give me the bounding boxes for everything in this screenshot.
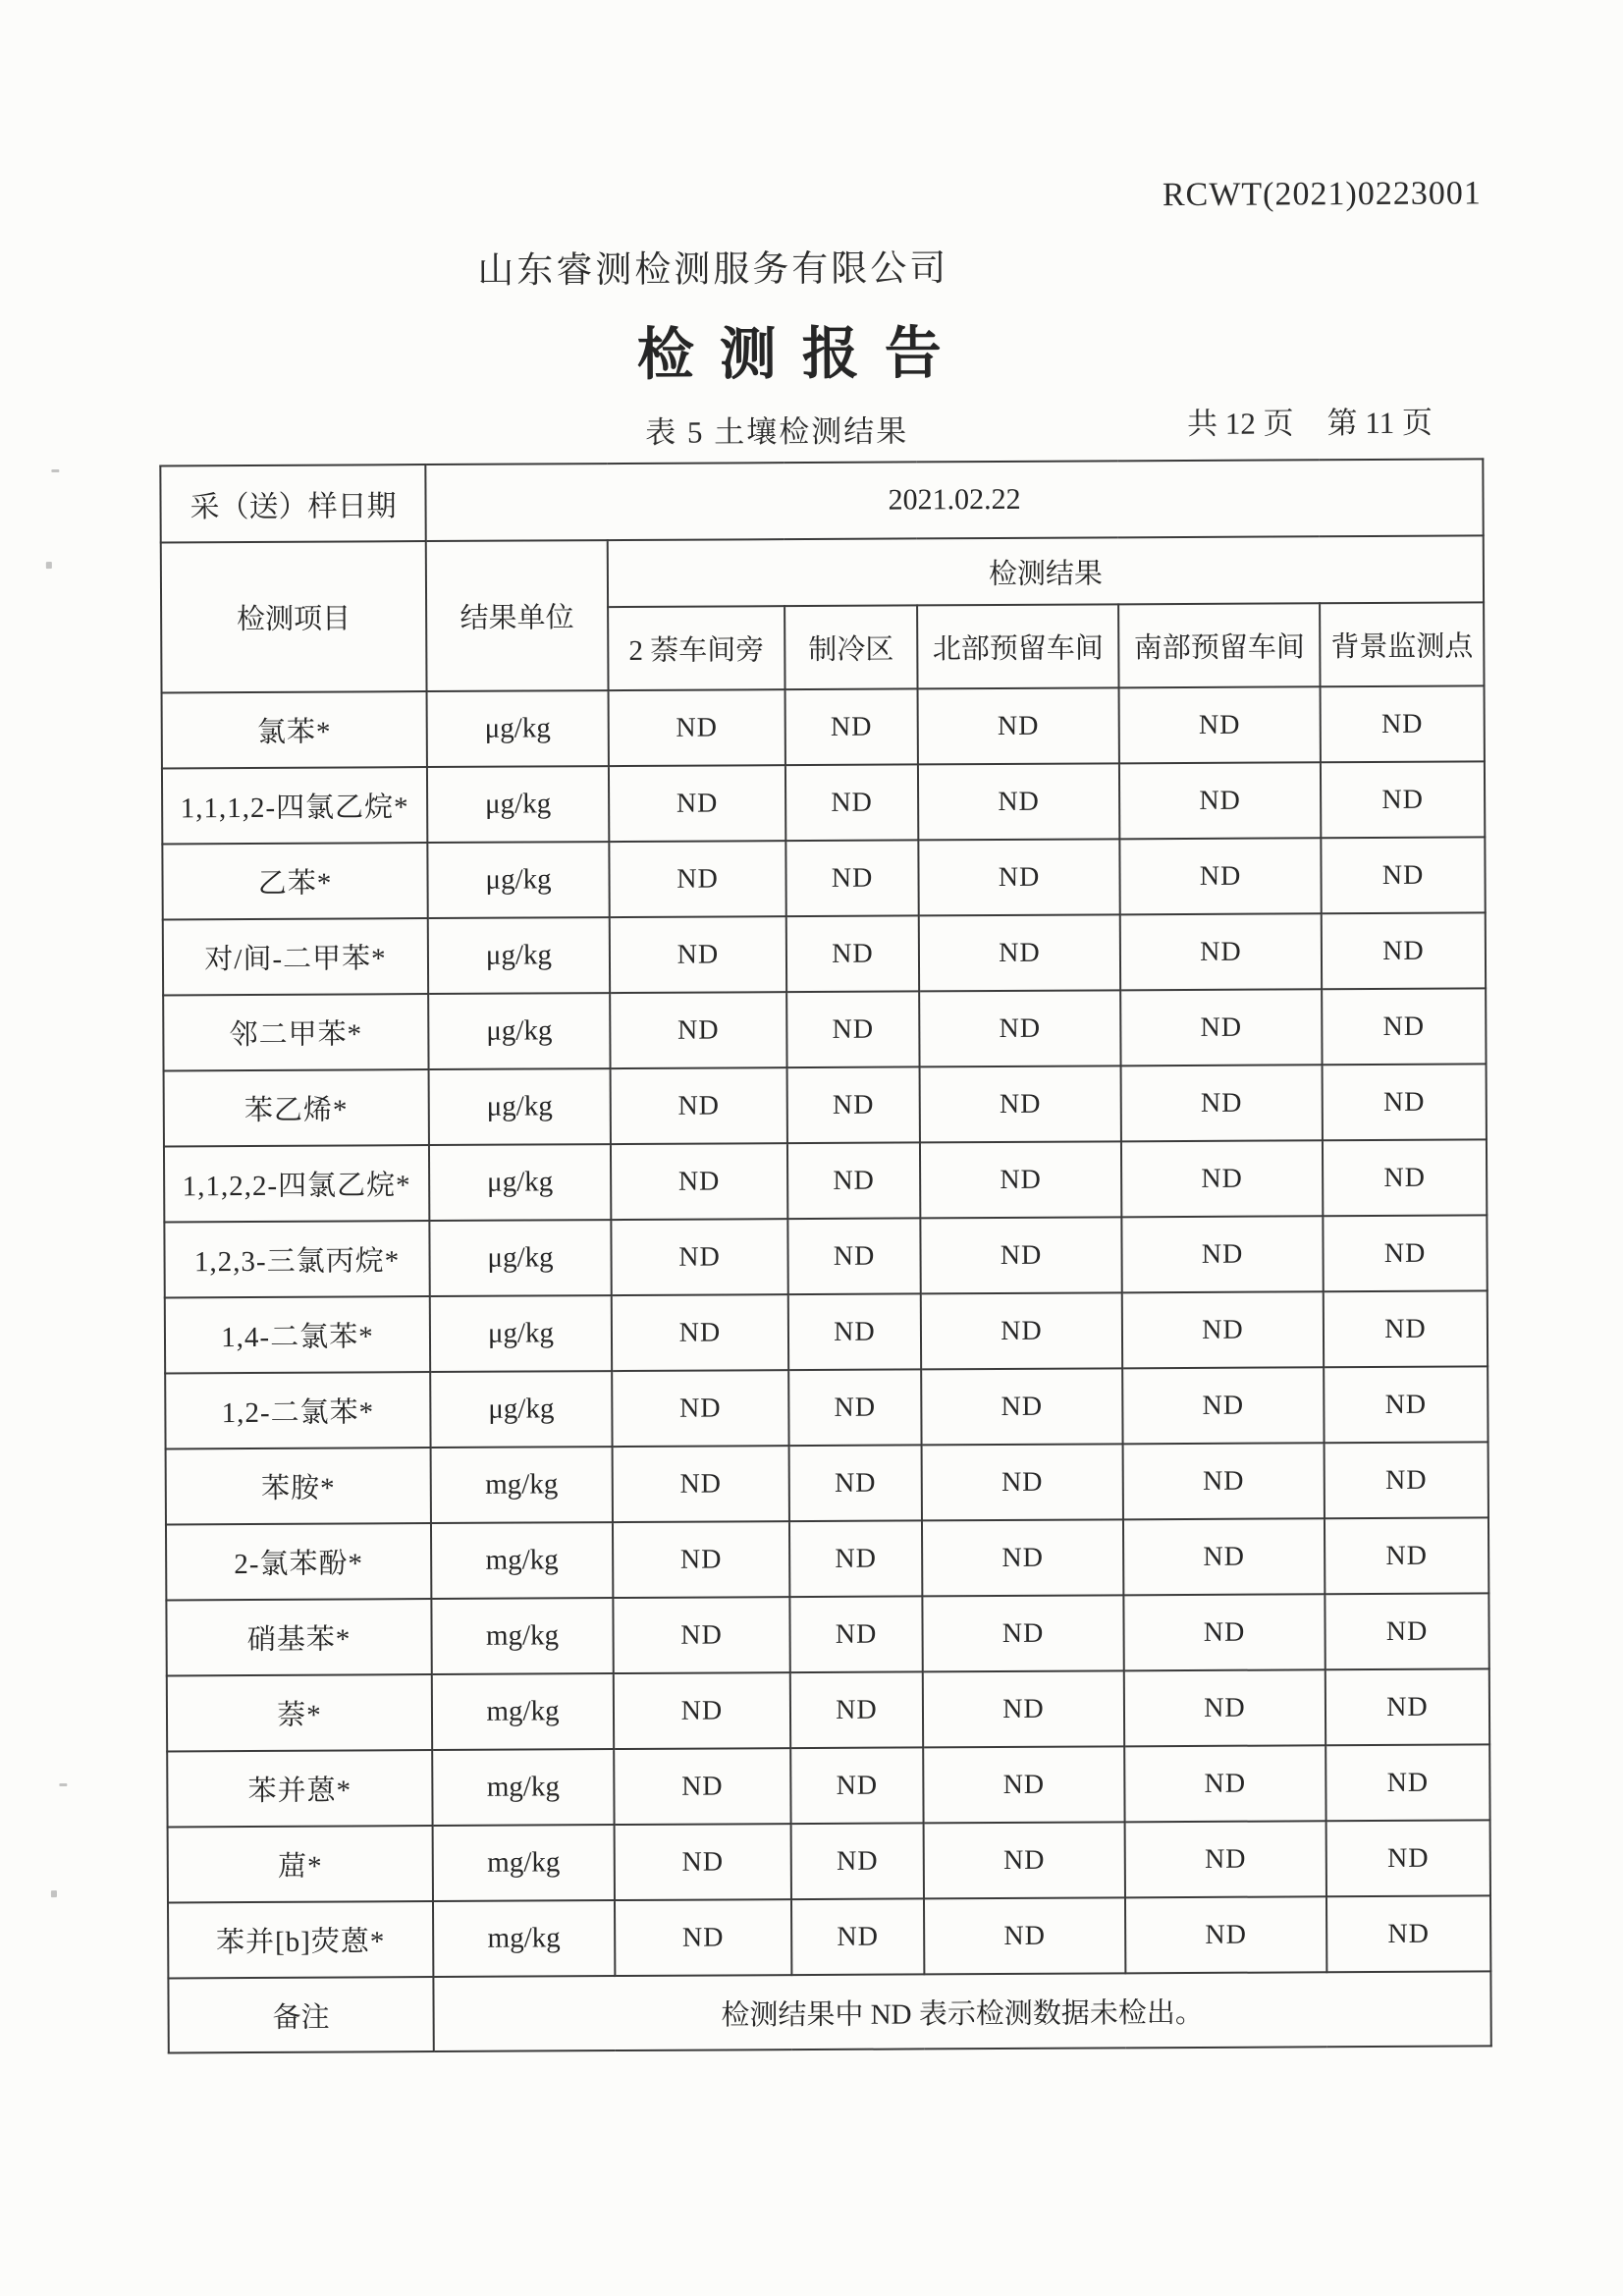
result-cell: ND <box>1321 761 1485 838</box>
unit-column-header: 结果单位 <box>426 540 609 691</box>
result-cell: ND <box>789 1596 922 1672</box>
table-row <box>166 1442 1488 1524</box>
result-cell: ND <box>610 916 786 993</box>
item-cell: 1,2,3-三氯丙烷* <box>164 1221 429 1297</box>
result-cell: ND <box>923 1670 1124 1747</box>
result-cell: ND <box>1121 1216 1323 1292</box>
item-cell: 1,1,2,2-四氯乙烷* <box>164 1145 429 1222</box>
result-cell: ND <box>921 1292 1122 1369</box>
table-row <box>163 988 1486 1070</box>
table-row <box>165 1290 1488 1373</box>
result-cell: ND <box>1121 1065 1323 1141</box>
result-cell: ND <box>614 1748 790 1825</box>
result-cell: ND <box>920 1066 1121 1142</box>
column-header-row <box>161 535 1484 609</box>
result-cell: ND <box>1323 1139 1487 1216</box>
pagination <box>1187 398 1433 443</box>
scan-artifact <box>59 1783 67 1786</box>
result-cell: ND <box>788 1293 921 1370</box>
result-cell: ND <box>1321 685 1485 762</box>
result-cell: ND <box>785 764 918 841</box>
result-cell: ND <box>612 1370 788 1447</box>
result-cell: ND <box>1119 686 1321 763</box>
item-cell: 苯并蒽* <box>167 1750 432 1827</box>
remark-text: 检测结果中 ND 表示检测数据未检出。 <box>433 1971 1490 2051</box>
table-row <box>165 1366 1488 1449</box>
result-cell: ND <box>1323 1064 1487 1140</box>
result-cell: ND <box>789 1520 922 1597</box>
result-cell: ND <box>1322 988 1486 1065</box>
result-cell: ND <box>609 689 785 766</box>
table-row <box>164 1064 1487 1146</box>
result-cell: ND <box>1119 838 1321 914</box>
location-header-cell: 2 萘车间旁 <box>608 606 784 690</box>
table-row <box>168 1895 1490 1978</box>
table-row <box>166 1517 1488 1600</box>
table-row <box>168 1820 1490 1902</box>
scan-artifact <box>51 469 59 472</box>
result-cell: ND <box>1326 1895 1490 1972</box>
location-header-cell: 制冷区 <box>784 605 917 689</box>
sample-date-value: 2021.02.22 <box>425 459 1483 541</box>
item-cell: 1,4-二氯苯* <box>165 1296 430 1373</box>
unit-cell: mg/kg <box>431 1447 613 1523</box>
item-cell: 苯并[b]荧蒽* <box>168 1901 433 1978</box>
item-cell: 2-氯苯酚* <box>166 1523 431 1600</box>
unit-cell: μg/kg <box>429 1068 611 1145</box>
item-cell: 䓛* <box>168 1826 433 1902</box>
result-cell: ND <box>1325 1517 1488 1594</box>
result-cell: ND <box>1123 1518 1325 1595</box>
location-header-cell: 南部预留车间 <box>1118 603 1320 687</box>
result-cell: ND <box>919 990 1120 1066</box>
result-group-header: 检测结果 <box>608 535 1484 607</box>
unit-cell: mg/kg <box>433 1825 615 1901</box>
unit-cell: mg/kg <box>431 1598 613 1674</box>
result-cell: ND <box>1125 1821 1326 1897</box>
item-cell: 1,2-二氯苯* <box>165 1372 430 1449</box>
unit-cell: μg/kg <box>430 1295 612 1372</box>
location-header-cell: 北部预留车间 <box>917 604 1118 688</box>
result-cell: ND <box>1322 912 1486 989</box>
result-cell: ND <box>920 1217 1121 1293</box>
item-cell: 邻二甲苯* <box>163 994 428 1070</box>
table-header-section <box>160 459 1484 692</box>
result-cell: ND <box>609 765 785 842</box>
table-body-section <box>162 685 1491 1978</box>
table-row <box>162 837 1485 919</box>
item-cell: 苯乙烯* <box>164 1069 429 1146</box>
result-cell: ND <box>791 1823 924 1899</box>
item-column-header: 检测项目 <box>161 541 427 692</box>
table-row <box>164 1139 1487 1222</box>
scan-artifact <box>51 1890 57 1897</box>
table-row <box>163 912 1486 995</box>
unit-cell: mg/kg <box>432 1749 614 1826</box>
result-cell: ND <box>611 1219 787 1295</box>
soil-results-table <box>159 458 1492 2053</box>
result-cell: ND <box>1120 989 1322 1066</box>
sample-date-label: 采（送）样日期 <box>160 465 425 542</box>
unit-cell: μg/kg <box>430 1371 612 1448</box>
result-cell: ND <box>1121 1140 1323 1217</box>
table-row <box>166 1593 1488 1675</box>
result-cell: ND <box>922 1595 1123 1671</box>
result-cell: ND <box>615 1824 791 1900</box>
result-cell: ND <box>787 1142 920 1219</box>
result-cell: ND <box>924 1822 1125 1898</box>
result-cell: ND <box>615 1899 791 1976</box>
result-cell: ND <box>923 1746 1124 1823</box>
result-cell: ND <box>919 914 1120 991</box>
result-cell: ND <box>1122 1291 1324 1368</box>
result-cell: ND <box>613 1597 789 1673</box>
unit-cell: μg/kg <box>429 1220 611 1296</box>
result-cell: ND <box>1324 1290 1488 1367</box>
table-row <box>167 1744 1489 1827</box>
result-cell: ND <box>786 991 919 1067</box>
item-cell: 对/间-二甲苯* <box>163 918 428 995</box>
unit-cell: μg/kg <box>427 766 609 843</box>
result-cell: ND <box>924 1897 1125 1974</box>
result-cell: ND <box>922 1444 1123 1520</box>
result-cell: ND <box>1123 1594 1325 1670</box>
result-cell: ND <box>1124 1745 1325 1822</box>
result-cell: ND <box>921 1368 1122 1445</box>
result-cell: ND <box>611 1067 787 1144</box>
item-cell: 硝基苯* <box>166 1599 431 1675</box>
result-cell: ND <box>614 1672 790 1749</box>
result-cell: ND <box>918 763 1119 840</box>
result-cell: ND <box>613 1446 789 1522</box>
item-cell: 氯苯* <box>162 691 427 768</box>
result-cell: ND <box>1326 1820 1490 1896</box>
result-cell: ND <box>613 1521 789 1598</box>
item-cell: 苯胺* <box>166 1448 431 1524</box>
result-cell: ND <box>790 1747 923 1824</box>
table-row <box>162 685 1485 768</box>
unit-cell: μg/kg <box>428 917 610 994</box>
result-cell: ND <box>922 1519 1123 1596</box>
table-caption: 表 5 土壤检测结果 <box>645 413 909 450</box>
unit-cell: mg/kg <box>433 1900 615 1977</box>
unit-cell: μg/kg <box>429 1144 611 1221</box>
result-cell: ND <box>1122 1367 1324 1444</box>
unit-cell: μg/kg <box>427 690 609 767</box>
pages-total: 共 12 页 <box>1187 406 1294 441</box>
remark-label: 备注 <box>168 1977 433 2052</box>
result-cell: ND <box>1325 1744 1489 1821</box>
item-cell: 乙苯* <box>162 843 427 919</box>
result-cell: ND <box>1321 837 1485 913</box>
result-cell: ND <box>1325 1668 1489 1745</box>
result-cell: ND <box>1119 762 1321 839</box>
result-cell: ND <box>785 688 918 765</box>
result-cell: ND <box>1120 913 1322 990</box>
result-cell: ND <box>918 687 1119 764</box>
company-name: 山东睿测检测服务有限公司 <box>477 248 949 292</box>
unit-cell: mg/kg <box>431 1522 613 1599</box>
result-cell: ND <box>610 992 786 1068</box>
result-cell: ND <box>1125 1896 1326 1973</box>
result-cell: ND <box>609 841 785 917</box>
item-cell: 萘* <box>167 1674 432 1751</box>
sample-date-row <box>160 459 1483 542</box>
result-cell: ND <box>1324 1366 1488 1443</box>
report-number: RCWT(2021)0223001 <box>1162 175 1482 214</box>
scan-artifact <box>46 562 52 569</box>
unit-cell: mg/kg <box>432 1673 614 1750</box>
item-cell: 1,1,1,2-四氯乙烷* <box>162 767 427 844</box>
table-row <box>167 1668 1489 1751</box>
report-title: 检测报告 <box>636 321 967 387</box>
page-current: 第 11 页 <box>1326 405 1434 441</box>
result-cell: ND <box>1325 1593 1488 1669</box>
result-cell: ND <box>785 840 918 916</box>
result-cell: ND <box>612 1294 788 1371</box>
table-footer-section <box>168 1971 1490 2052</box>
result-cell: ND <box>786 915 919 992</box>
result-cell: ND <box>611 1143 787 1220</box>
result-cell: ND <box>1123 1443 1325 1519</box>
unit-cell: μg/kg <box>428 993 610 1069</box>
unit-cell: μg/kg <box>427 842 609 918</box>
result-cell: ND <box>791 1898 924 1975</box>
result-cell: ND <box>920 1141 1121 1218</box>
result-cell: ND <box>1325 1442 1488 1518</box>
result-cell: ND <box>918 839 1119 915</box>
location-header-cell: 背景监测点 <box>1320 602 1485 686</box>
result-cell: ND <box>787 1066 920 1143</box>
table-row <box>164 1215 1487 1297</box>
result-cell: ND <box>1323 1215 1487 1291</box>
result-cell: ND <box>789 1445 922 1521</box>
result-cell: ND <box>787 1218 920 1294</box>
result-cell: ND <box>788 1369 921 1446</box>
remark-row <box>168 1971 1490 2052</box>
result-cell: ND <box>790 1671 923 1748</box>
table-row <box>162 761 1485 844</box>
result-cell: ND <box>1124 1669 1325 1746</box>
